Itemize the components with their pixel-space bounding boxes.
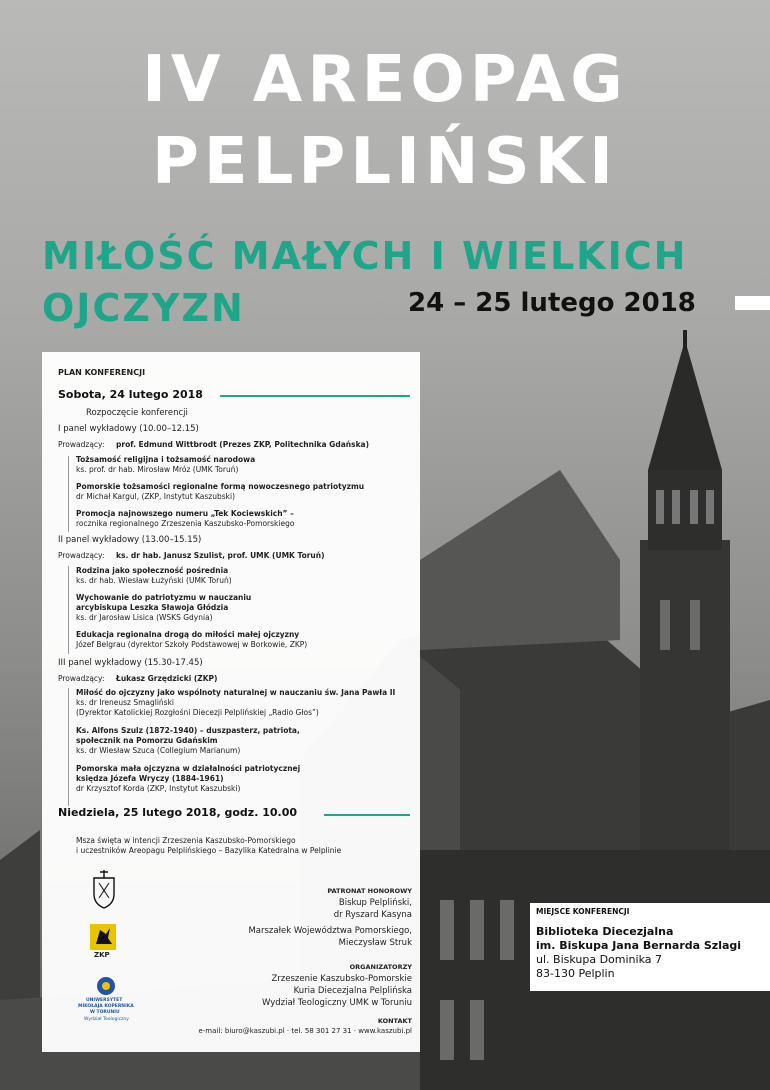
main-title-line1: IV AREOPAG: [142, 43, 628, 117]
mass-line1: Msza święta w intencji Zrzeszenia Kaszubsko-Pomorskiego: [76, 836, 296, 845]
decorative-bar: [735, 296, 770, 310]
organizers-heading: ORGANIZATORZY: [349, 963, 412, 971]
patronage-line1: Biskup Pelpliński,: [338, 898, 412, 908]
zkp-logo-text: ZKP: [94, 951, 110, 959]
panel3-title: III panel wykładowy (15.30-17.45): [58, 658, 203, 668]
panel1-chair: prof. Edmund Wittbrodt (Prezes ZKP, Politechnika Gdańska): [116, 440, 370, 449]
p3-talk2-title: Ks. Alfons Szulz (1872-1940) – duszpasterz, patriota,: [76, 726, 300, 735]
venue-box: [530, 903, 770, 991]
panel3-chair: Łukasz Grzędzicki (ZKP): [116, 674, 218, 683]
opening: Rozpoczęcie konferencji: [86, 408, 188, 418]
subtitle-line1: MIŁOŚĆ MAŁYCH I WIELKICH: [42, 234, 688, 278]
umk-line2: MIKOŁAJA KOPERNIKA: [78, 1004, 134, 1009]
day1-heading: Sobota, 24 lutego 2018: [58, 388, 203, 401]
p1-talk1-author: ks. prof. dr hab. Mirosław Mróz (UMK Toruń): [76, 465, 239, 474]
umk-logo-icon: [96, 976, 116, 996]
main-title-line2: PELPLIŃSKI: [152, 125, 618, 199]
patronage-line4: Mieczysław Struk: [338, 938, 412, 948]
p3-talk1-author2: (Dyrektor Katolickiej Rozgłośni Diecezji Pelplińskiej „Radio Głos”): [76, 708, 319, 717]
panel2-chair-label: Prowadzący:: [58, 551, 105, 560]
subtitle-line2: OJCZYZN: [42, 286, 245, 330]
panel2-chair: ks. dr hab. Janusz Szulist, prof. UMK (UMK Toruń): [116, 551, 325, 560]
mass-line2: i uczestników Areopagu Pelplińskiego – Bazylika Katedralna w Pelplinie: [76, 846, 342, 855]
panel1-chair-label: Prowadzący:: [58, 440, 105, 449]
p1-talk2-author: dr Michał Kargul, (ZKP, Instytut Kaszubski): [76, 492, 236, 501]
p3-talk1-title: Miłość do ojczyzny jako wspólnoty naturalnej w nauczaniu św. Jana Pawła II: [76, 688, 396, 697]
p3-talk2-title2: społecznik na Pomorzu Gdańskim: [76, 736, 218, 745]
venue-name2: im. Biskupa Jana Bernarda Szlagi: [536, 939, 742, 952]
p1-talk2-title: Pomorskie tożsamości regionalne formą nowoczesnego patriotyzmu: [76, 482, 365, 491]
panel1-title: I panel wykładowy (10.00–12.15): [58, 424, 199, 434]
contact-heading: KONTAKT: [377, 1017, 412, 1025]
day2-heading: Niedziela, 25 lutego 2018, godz. 10.00: [58, 806, 297, 819]
p3-talk1-author: ks. dr Ireneusz Smagliński: [76, 698, 175, 707]
umk-line3: W TORUNIU: [90, 1010, 120, 1015]
p3-talk2-author: ks. dr Wiesław Szuca (Collegium Marianum): [76, 746, 241, 755]
umk-line1: UNIWERSYTET: [86, 998, 123, 1003]
organizer-1: Zrzeszenie Kaszubsko-Pomorskie: [271, 974, 412, 984]
p1-talk3-title: Promocja najnowszego numeru „Tek Kociewskich” –: [76, 509, 294, 518]
organizer-3: Wydział Teologiczny UMK w Toruniu: [261, 998, 412, 1008]
diocese-crest-icon: [90, 868, 118, 910]
day1-rule: [220, 395, 410, 397]
venue-city: 83-130 Pelplin: [536, 967, 615, 980]
plan-heading: PLAN KONFERENCJI: [58, 368, 146, 377]
event-dates: 24 – 25 lutego 2018: [408, 288, 696, 318]
p2-talk2-title2: arcybiskupa Leszka Sławoja Głódzia: [76, 603, 229, 612]
patronage-line2: dr Ryszard Kasyna: [333, 910, 412, 920]
panel3-chair-label: Prowadzący:: [58, 674, 105, 683]
venue-name1: Biblioteka Diecezjalna: [536, 925, 674, 938]
p2-talk3-author: Józef Belgrau (dyrektor Szkoły Podstawowej w Borkowie, ZKP): [76, 640, 308, 649]
program-panel: [42, 352, 420, 1052]
p3-talk3-title2: księdza Józefa Wryczy (1884-1961): [76, 774, 224, 783]
panel2-title: II panel wykładowy (13.00–15.15): [58, 535, 202, 545]
patronage-line3: Marszałek Województwa Pomorskiego,: [248, 926, 412, 936]
panel2-bar: [68, 566, 69, 654]
p2-talk2-title: Wychowanie do patriotyzmu w nauczaniu: [76, 593, 252, 602]
p1-talk3-author: rocznika regionalnego Zrzeszenia Kaszubsko-Pomorskiego: [76, 519, 295, 528]
panel3-bar: [68, 688, 69, 806]
p2-talk3-title: Edukacja regionalna drogą do miłości małej ojczyzny: [76, 630, 300, 639]
umk-line4: Wydział Teologiczny: [84, 1017, 129, 1022]
p2-talk1-author: ks. dr hab. Wiesław Łużyński (UMK Toruń): [76, 576, 232, 585]
panel1-bar: [68, 456, 69, 532]
patronage-heading: PATRONAT HONOROWY: [327, 887, 412, 895]
p1-talk1-title: Tożsamość religijna i tożsamość narodowa: [76, 455, 256, 464]
day2-rule: [324, 814, 410, 816]
contact-line: e-mail: biuro@kaszubi.pl · tel. 58 301 27 31 · www.kaszubi.pl: [198, 1027, 412, 1035]
p2-talk2-author: ks. dr Jarosław Lisica (WSKS Gdynia): [76, 613, 213, 622]
organizer-2: Kuria Diecezjalna Pelplińska: [293, 986, 412, 996]
p2-talk1-title: Rodzina jako społeczność pośrednia: [76, 566, 229, 575]
p3-talk3-title: Pomorska mała ojczyzna w działalności patriotycznej: [76, 764, 301, 773]
venue-street: ul. Biskupa Dominika 7: [536, 953, 662, 966]
venue-heading: MIEJSCE KONFERENCJI: [536, 907, 630, 916]
p3-talk3-author: dr Krzysztof Korda (ZKP, Instytut Kaszubski): [76, 784, 241, 793]
